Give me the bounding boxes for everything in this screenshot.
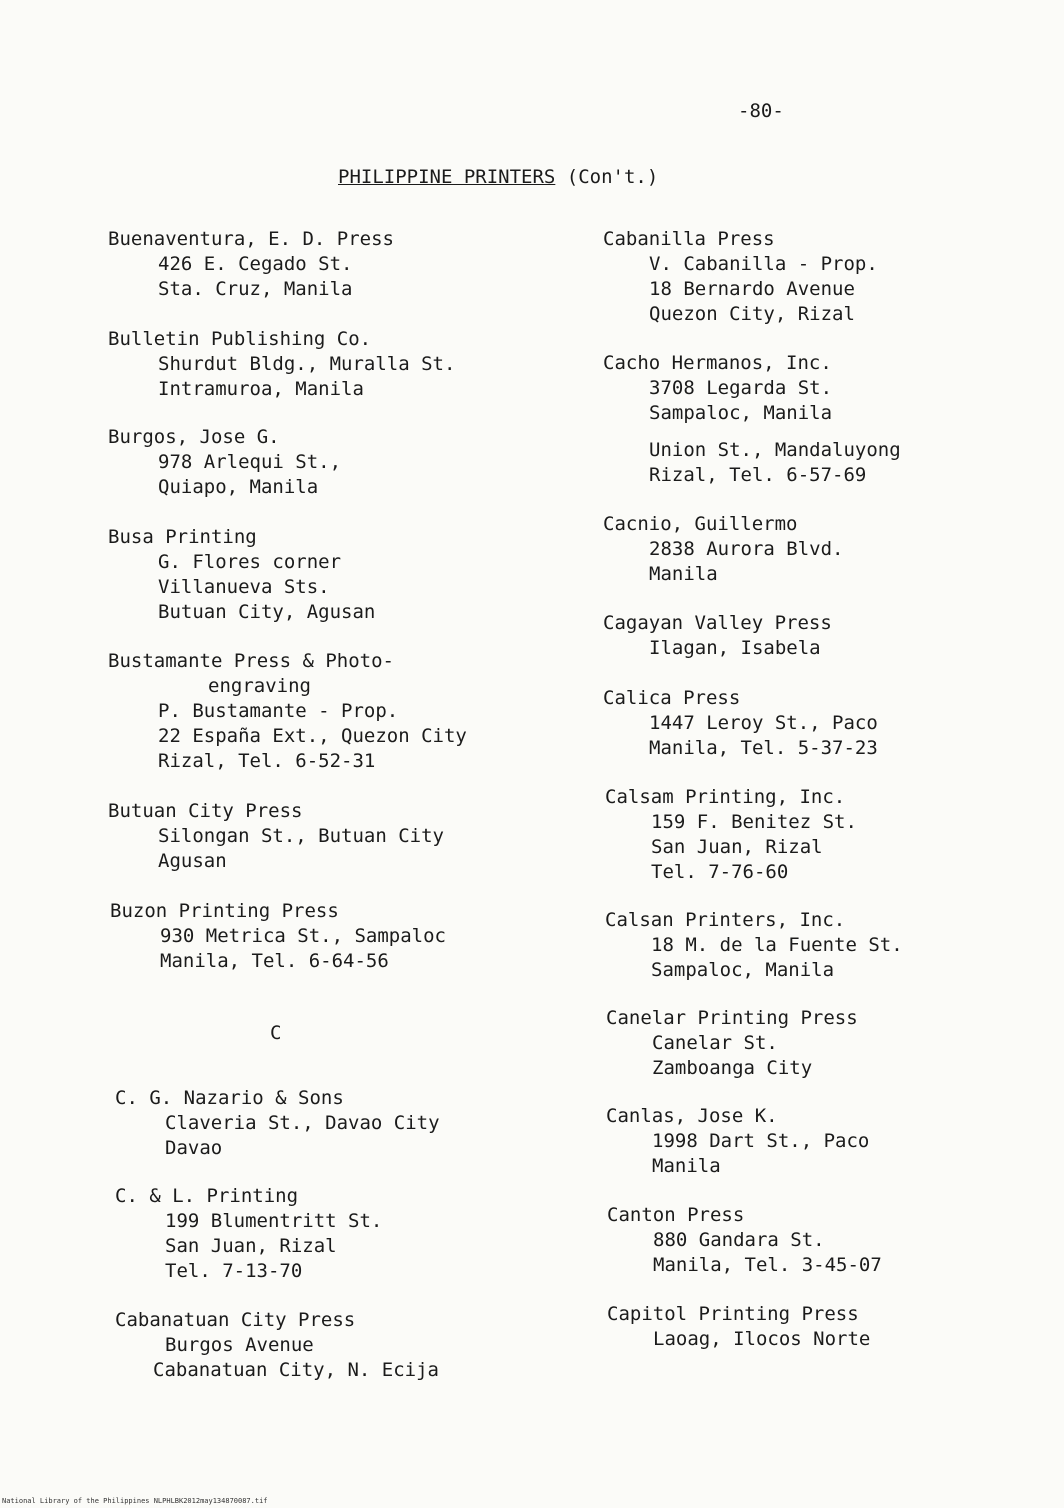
list-item [606, 1006, 858, 1081]
entry-name: Canton Press [607, 1204, 745, 1226]
entry-line: Davao [165, 1137, 223, 1159]
entry-line: Butuan City, Agusan [158, 601, 376, 623]
entry-name: Buzon Printing Press [110, 900, 339, 922]
entry-name: Cacnio, Guillermo [603, 513, 798, 535]
list-item [603, 351, 901, 488]
entry-line: Tel. 7-76-60 [651, 861, 789, 883]
entry-line: Sampaloc, Manila [651, 959, 835, 981]
list-item [605, 908, 903, 983]
entry-line: 18 Bernardo Avenue [649, 278, 855, 300]
entry-line: Tel. 7-13-70 [165, 1260, 303, 1282]
entry-line: Sta. Cruz, Manila [158, 278, 353, 300]
footer-caption: National Library of the Philippines NLPHLBK2012may134870087.tif [2, 1497, 268, 1505]
entry-line: Manila, Tel. 5-37-23 [649, 737, 878, 759]
list-item [603, 512, 843, 587]
entry-line: Manila, Tel. 6-64-56 [160, 950, 389, 972]
entry-name: C. G. Nazario & Sons [115, 1087, 344, 1109]
list-item [603, 611, 832, 661]
list-item [606, 1104, 869, 1179]
entry-line: 159 F. Benitez St. [651, 811, 857, 833]
list-item [607, 1203, 882, 1278]
entry-line: Rizal, Tel. 6-52-31 [158, 750, 376, 772]
entry-name: Calsan Printers, Inc. [605, 909, 846, 931]
entry-line: San Juan, Rizal [165, 1235, 337, 1257]
entry-line: 1447 Leroy St., Paco [649, 712, 878, 734]
list-item [115, 1086, 440, 1161]
list-item [108, 799, 444, 874]
list-item [603, 686, 878, 761]
entry-line: 2838 Aurora Blvd. [649, 538, 844, 560]
entry-name: Calica Press [603, 687, 741, 709]
list-item [115, 1308, 439, 1383]
entry-line: V. Cabanilla - Prop. [649, 253, 878, 275]
entry-line: Manila [649, 563, 718, 585]
entry-line: 978 Arlequi St., [158, 451, 342, 473]
entry-line: Ilagan, Isabela [649, 637, 821, 659]
entry-line: Cabanatuan City, N. Ecija [153, 1359, 439, 1381]
entry-name: Cabanatuan City Press [115, 1309, 356, 1331]
page-number: -80- [738, 100, 784, 122]
entry-line: 880 Gandara St. [653, 1229, 825, 1251]
entry-name: Busa Printing [108, 526, 257, 548]
entry-name: Bulletin Publishing Co. [108, 328, 372, 350]
title-main: PHILIPPINE PRINTERS [338, 166, 556, 188]
list-item [110, 899, 446, 974]
list-item [108, 649, 467, 774]
entry-name: C. & L. Printing [115, 1185, 299, 1207]
entry-line: P. Bustamante - Prop. [158, 700, 399, 722]
entry-line: Agusan [158, 850, 227, 872]
title-suffix: (Con't.) [566, 166, 659, 188]
list-item [115, 1184, 382, 1284]
entry-name: Cagayan Valley Press [603, 612, 832, 634]
page-title [338, 166, 658, 188]
entry-line: 426 E. Cegado St. [158, 253, 353, 275]
entry-line: Claveria St., Davao City [165, 1112, 440, 1134]
section-letter: C [270, 1022, 282, 1044]
entry-line: Manila [652, 1155, 721, 1177]
entry-line: Burgos Avenue [165, 1334, 314, 1356]
entry-line: 22 España Ext., Quezon City [158, 725, 467, 747]
entry-line: 18 M. de la Fuente St. [651, 934, 903, 956]
entry-line: Intramuroa, Manila [158, 378, 364, 400]
entry-line: Laoag, Ilocos Norte [653, 1328, 871, 1350]
entry-line: 199 Blumentritt St. [165, 1210, 383, 1232]
list-item [108, 525, 375, 625]
entry-name: Burgos, Jose G. [108, 426, 280, 448]
list-item [607, 1302, 870, 1352]
entry-name-continuation: engraving [208, 675, 311, 697]
entry-name: Bustamante Press & Photo- [108, 650, 394, 672]
entry-name: Canlas, Jose K. [606, 1105, 778, 1127]
entry-line: Sampaloc, Manila [649, 402, 833, 424]
list-item [108, 327, 455, 402]
entry-line: Zamboanga City [652, 1057, 813, 1079]
entry-line: G. Flores corner [158, 551, 342, 573]
entry-line: 1998 Dart St., Paco [652, 1130, 870, 1152]
entry-name: Capitol Printing Press [607, 1303, 859, 1325]
entry-name: Butuan City Press [108, 800, 303, 822]
entry-name: Cacho Hermanos, Inc. [603, 352, 832, 374]
entry-name: Calsam Printing, Inc. [605, 786, 846, 808]
entry-line: Union St., Mandaluyong [649, 439, 901, 461]
entry-line: Quezon City, Rizal [649, 303, 855, 325]
entry-name: Cabanilla Press [603, 228, 775, 250]
list-item [603, 227, 878, 327]
entry-name: Canelar Printing Press [606, 1007, 858, 1029]
list-item [108, 227, 394, 302]
entry-line: Canelar St. [652, 1032, 778, 1054]
list-item [605, 785, 857, 885]
entry-line: 3708 Legarda St. [649, 377, 833, 399]
entry-line: 930 Metrica St., Sampaloc [160, 925, 446, 947]
entry-line: Silongan St., Butuan City [158, 825, 444, 847]
entry-name: Buenaventura, E. D. Press [108, 228, 394, 250]
entry-line: Villanueva Sts. [158, 576, 330, 598]
list-item [108, 425, 341, 500]
entry-line: San Juan, Rizal [651, 836, 823, 858]
entry-line: Rizal, Tel. 6-57-69 [649, 464, 867, 486]
entry-line: Quiapo, Manila [158, 476, 319, 498]
entry-line: Shurdut Bldg., Muralla St. [158, 353, 456, 375]
entry-line: Manila, Tel. 3-45-07 [653, 1254, 882, 1276]
